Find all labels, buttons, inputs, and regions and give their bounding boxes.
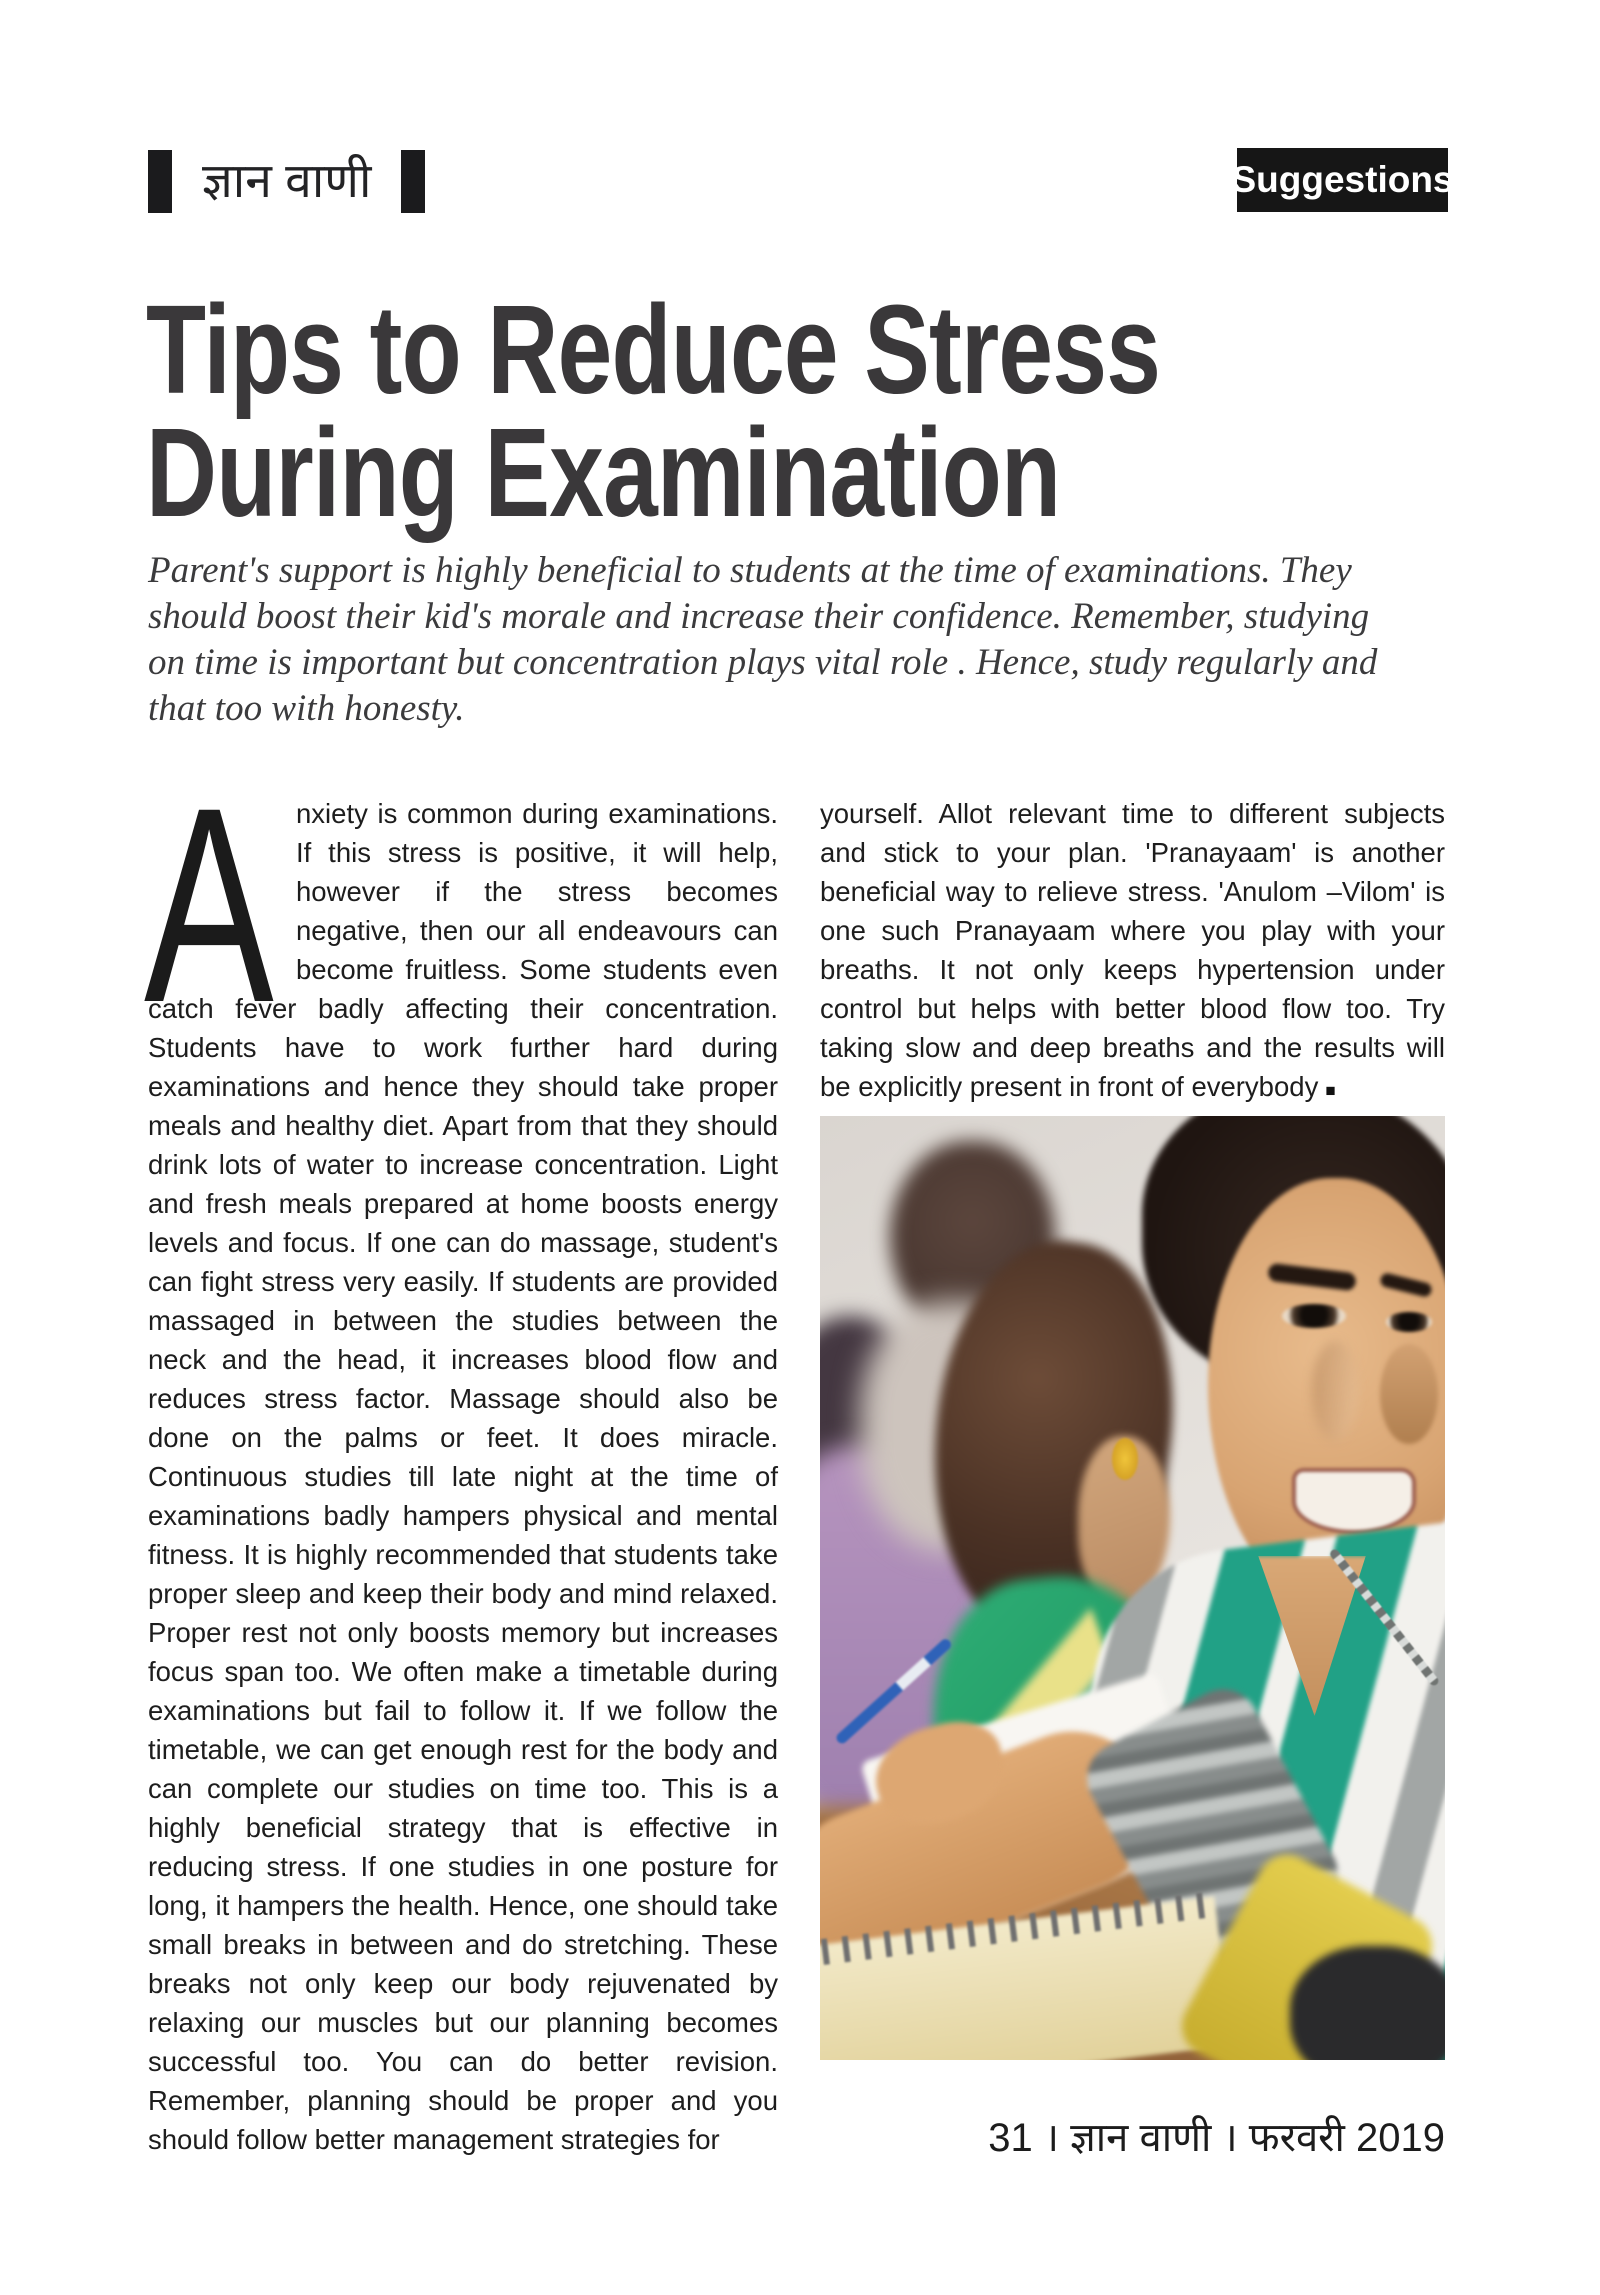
article-title: [146, 279, 1161, 543]
brand: [148, 150, 425, 213]
section-badge: Suggestions: [1237, 148, 1448, 212]
photo-layer-man-left-eye: [1282, 1304, 1346, 1328]
photo-layer-man-nose-shadow: [1312, 1341, 1358, 1441]
body-right-paragraph: [820, 794, 1445, 1106]
exam-classroom-photo: [820, 1116, 1445, 2060]
photo-layer-yellow-earring: [1112, 1438, 1138, 1480]
body-right-text: yourself. Allot relevant time to different subjects and stick to your plan. 'Pranayaam' is another beneficial way to relieve stress. 'Anulom –Vilom' is one such Pranayaam where you play with your breaths. It not only keeps hypertension under control but helps with better blood flow too. Try taking slow and deep breaths and the results will be explicitly present in front of everybody: [820, 798, 1445, 1102]
photo-layer-man-right-eye: [1386, 1312, 1432, 1332]
photo-layer-man-smile: [1292, 1468, 1416, 1534]
photo-layer-man-ear: [1380, 1344, 1438, 1444]
body-left-paragraph: [144, 749, 778, 2159]
page-footer: 31 । ज्ञान वाणी । फरवरी 2019: [988, 2116, 1445, 2160]
article-title-line2: During Examination: [146, 402, 1061, 543]
drop-cap: [144, 749, 284, 1060]
article-end-mark: ■: [1325, 1081, 1336, 1100]
body-column-left: [144, 749, 778, 2159]
brand-bar-left-icon: [148, 150, 172, 213]
article-title-line1: Tips to Reduce Stress: [146, 279, 1161, 420]
drop-cap-letter: A: [144, 749, 274, 1060]
brand-title: ज्ञान वाणी: [202, 154, 372, 208]
body-column-right: [820, 794, 1445, 2159]
article-body: [144, 749, 1445, 2159]
article-standfirst: Parent's support is highly beneficial to students at the time of examinations. They should boost their kid's morale and increase their confidence. Remember, studying on time is important but concentration plays vital role . Hence, study regularly and that too with honesty.: [148, 550, 1378, 729]
brand-bar-right-icon: [401, 150, 425, 213]
photo-layer-dark-chair: [1290, 1946, 1445, 2060]
body-left-text: nxiety is common during examinations. If this stress is positive, it will help, however if the stress becomes negative, then our all endeavours can become fruitless. Some students even catch fever badly affecting their concentration. Students have to work further hard during examinations and hence they should take proper meals and healthy diet. Apart from that they should drink lots of water to increase concentration. Light and fresh meals prepared at home boosts energy levels and focus. If one can do massage, student's can fight stress very easily. If students are provided massaged in between the studies between the neck and the head, it increases blood flow and reduces stress factor. Massage should also be done on the palms or feet. It does miracle. Continuous studies till late night at the time of examinations badly hampers physical and mental fitness. It is highly recommended that students take proper sleep and keep their body and mind relaxed. Proper rest not only boosts memory but increases focus span too. We often make a timetable during examinations but fail to follow it. If we follow the timetable, we can get enough rest for the body and can complete our studies on time too. This is a highly beneficial strategy that is effective in reducing stress. If one studies in one posture for long, it hampers the health. Hence, one should take small breaks in between and do stretching. These breaks not only keep our body rejuvenated by relaxing our muscles but our planning becomes successful too. You can do better revision. Remember, planning should be proper and you should follow better management strategies for: [148, 798, 778, 2155]
